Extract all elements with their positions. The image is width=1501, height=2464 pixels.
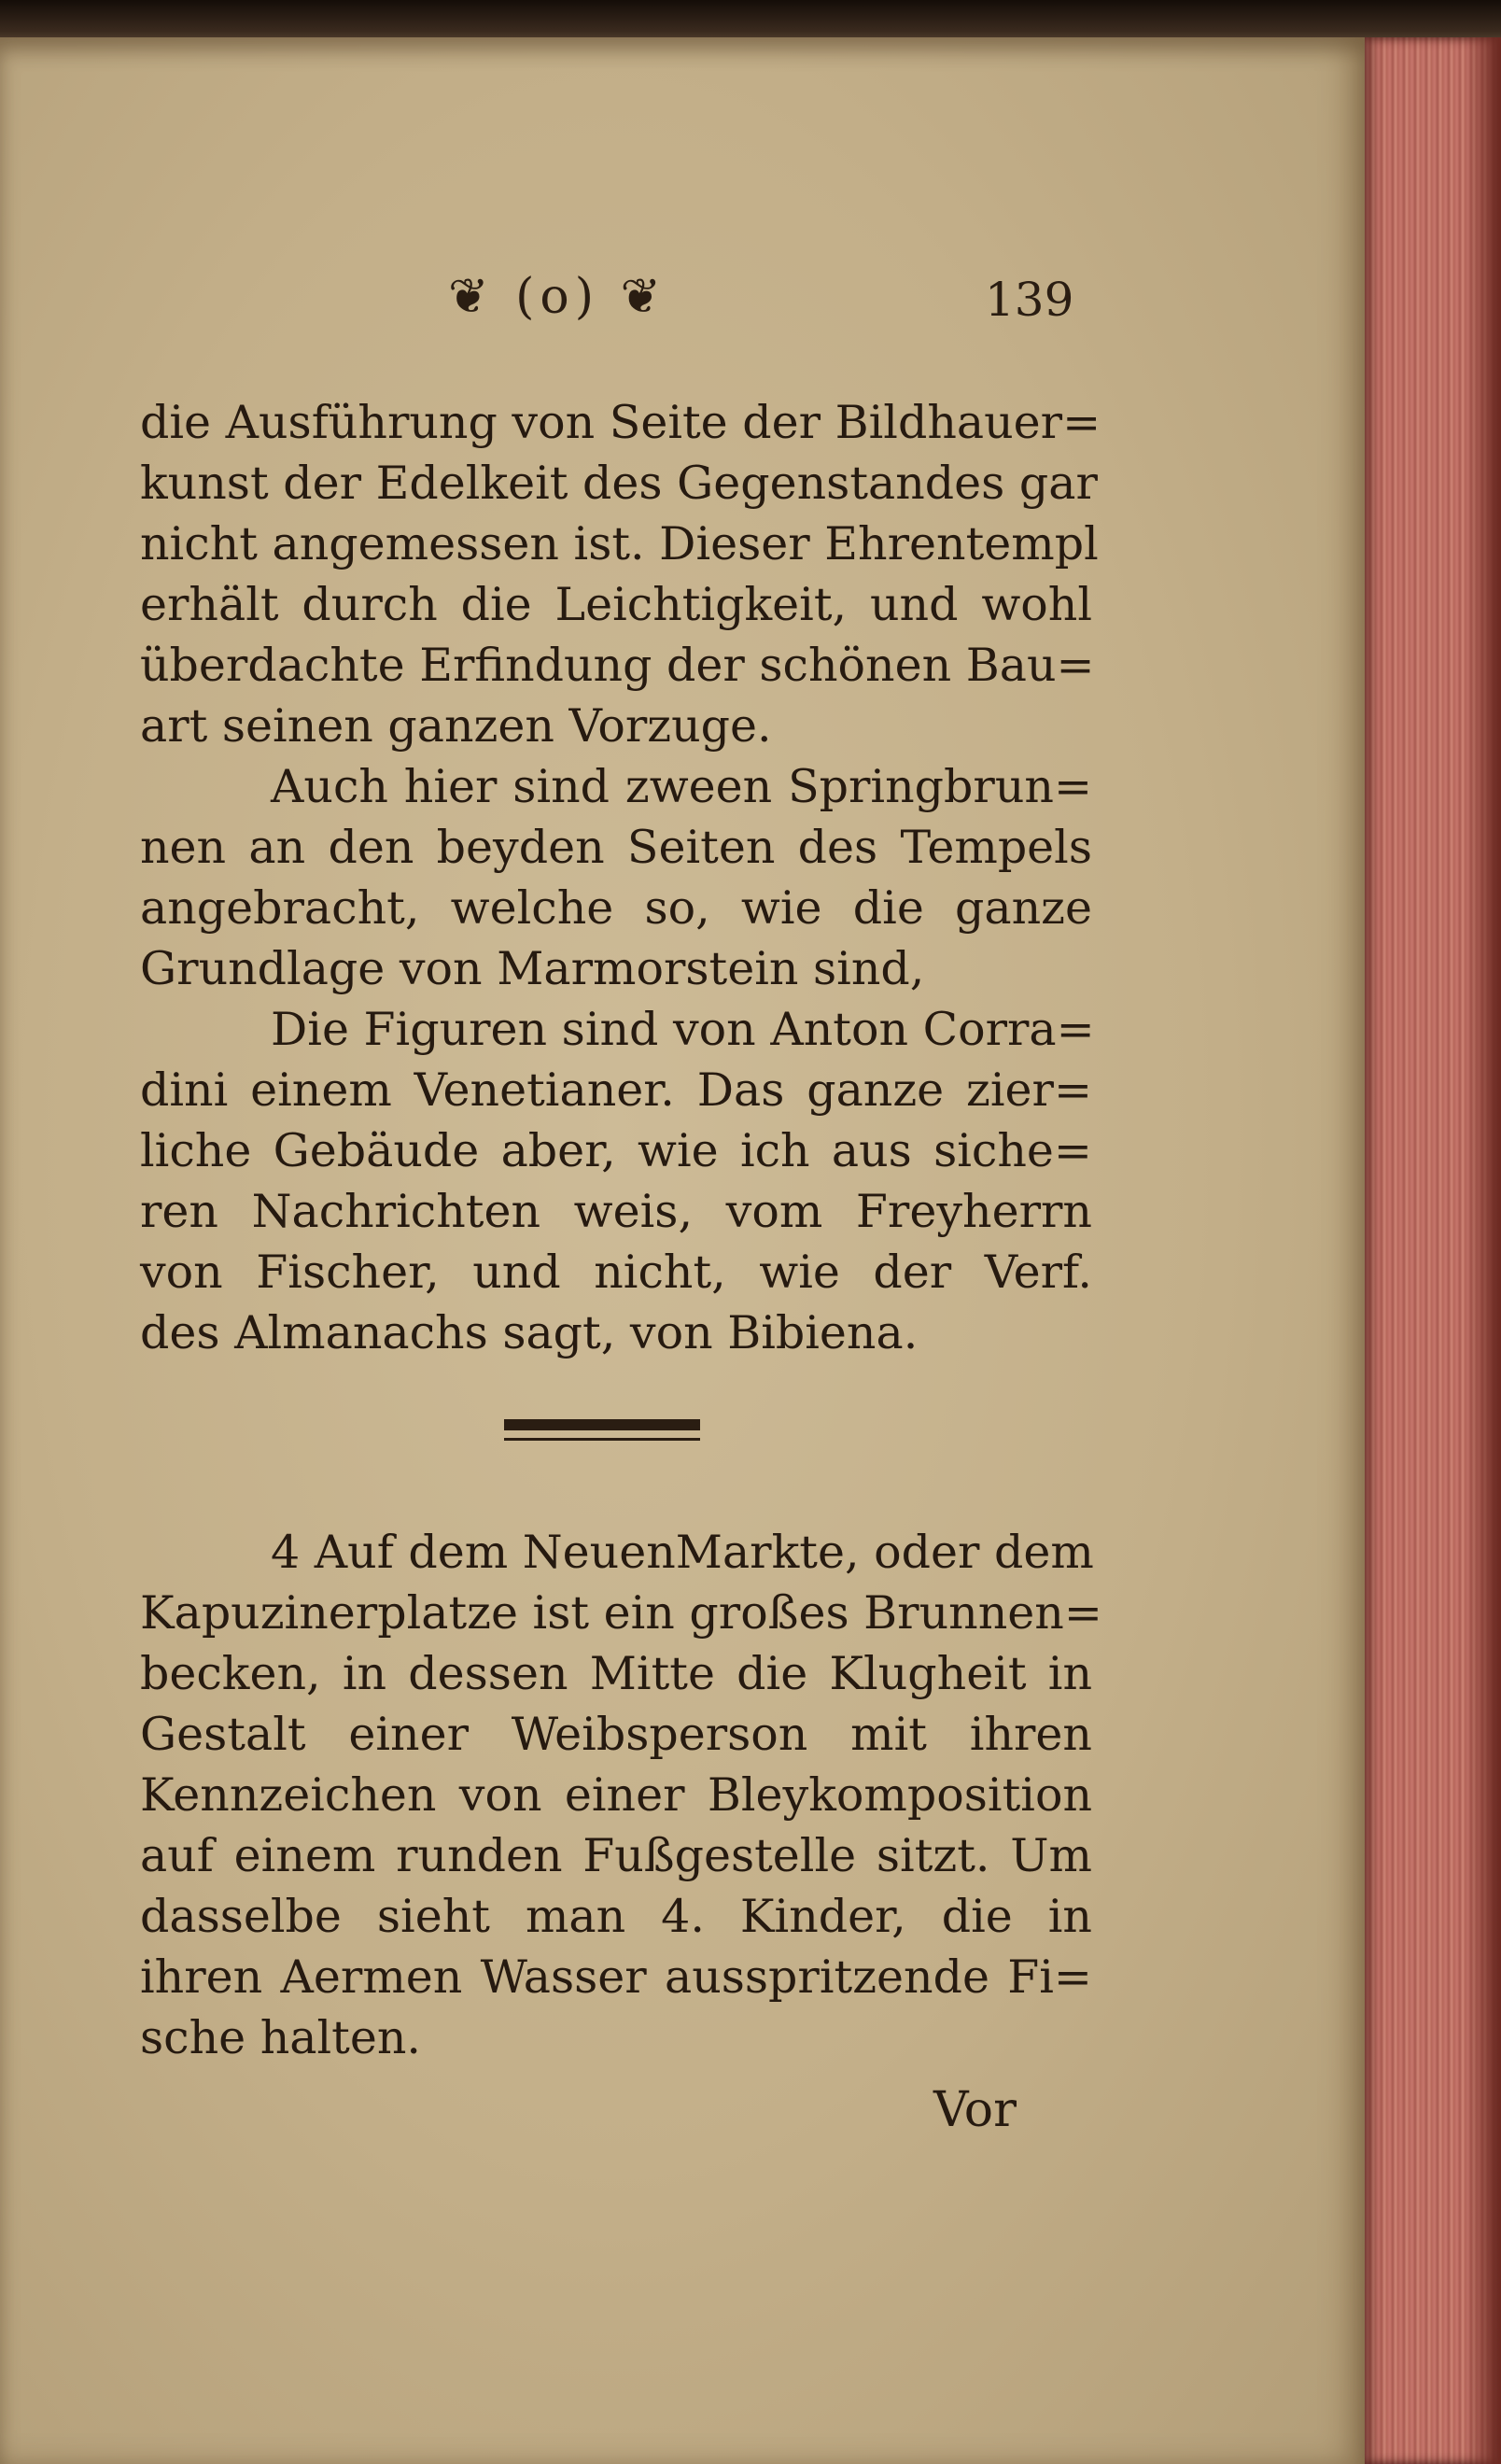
text-line: überdachte Erfindung der schönen Bau= bbox=[140, 639, 1095, 692]
page-edges-red bbox=[1365, 37, 1501, 2464]
text-line: erhält durch die Leichtigkeit, und wohl bbox=[140, 578, 1092, 631]
text-line: Auch hier sind zween Springbrun= bbox=[271, 760, 1092, 813]
text-line: art seinen ganzen Vorzuge. bbox=[140, 699, 772, 753]
text-line: Gestalt einer Weibsperson mit ihren bbox=[140, 1708, 1092, 1761]
text-line: auf einem runden Fußgestelle sitzt. Um bbox=[140, 1829, 1092, 1882]
text-line: Die Figuren sind von Anton Corra= bbox=[271, 1003, 1095, 1056]
text-line: Grundlage von Marmorstein sind, bbox=[140, 942, 925, 995]
text-line: dini einem Venetianer. Das ganze zier= bbox=[140, 1063, 1092, 1117]
text-line: ren Nachrichten weis, vom Freyherrn bbox=[140, 1185, 1092, 1238]
text-line: sche halten. bbox=[140, 2011, 421, 2064]
text-line: dasselbe sieht man 4. Kinder, die in bbox=[140, 1890, 1092, 1943]
text-block-top bbox=[140, 392, 1101, 1363]
text-line: nen an den beyden Seiten des Tempels bbox=[140, 821, 1092, 874]
text-line: des Almanachs sagt, von Bibiena. bbox=[140, 1306, 919, 1359]
header-ornament: ❦ (o) ❦ bbox=[448, 269, 667, 325]
text-line: die Ausführung von Seite der Bildhauer= bbox=[140, 396, 1101, 449]
text-line: liche Gebäude aber, wie ich aus siche= bbox=[140, 1124, 1092, 1177]
text-line: ihren Aermen Wasser ausspritzende Fi= bbox=[140, 1950, 1092, 2004]
text-line: 4 Auf dem NeuenMarkte, oder dem bbox=[271, 1526, 1094, 1579]
catchword: Vor bbox=[933, 2082, 1017, 2138]
text-line: Kapuzinerplatze ist ein großes Brunnen= bbox=[140, 1586, 1102, 1640]
running-header bbox=[0, 269, 1365, 353]
section-divider bbox=[504, 1410, 700, 1447]
text-line: Kennzeichen von einer Bleykomposition bbox=[140, 1768, 1092, 1822]
text-line: von Fischer, und nicht, wie der Verf. bbox=[140, 1246, 1092, 1299]
text-line: angebracht, welche so, wie die ganze bbox=[140, 881, 1092, 935]
text-line: nicht angemessen ist. Dieser Ehrentempl bbox=[140, 517, 1099, 570]
divider-thin-rule bbox=[504, 1438, 700, 1441]
text-line: kunst der Edelkeit des Gegenstandes gar bbox=[140, 457, 1098, 510]
page-number: 139 bbox=[985, 273, 1074, 327]
text-block-bottom bbox=[140, 1522, 1102, 2068]
text-line: becken, in dessen Mitte die Klugheit in bbox=[140, 1647, 1092, 1700]
divider-thick-rule bbox=[504, 1419, 700, 1430]
